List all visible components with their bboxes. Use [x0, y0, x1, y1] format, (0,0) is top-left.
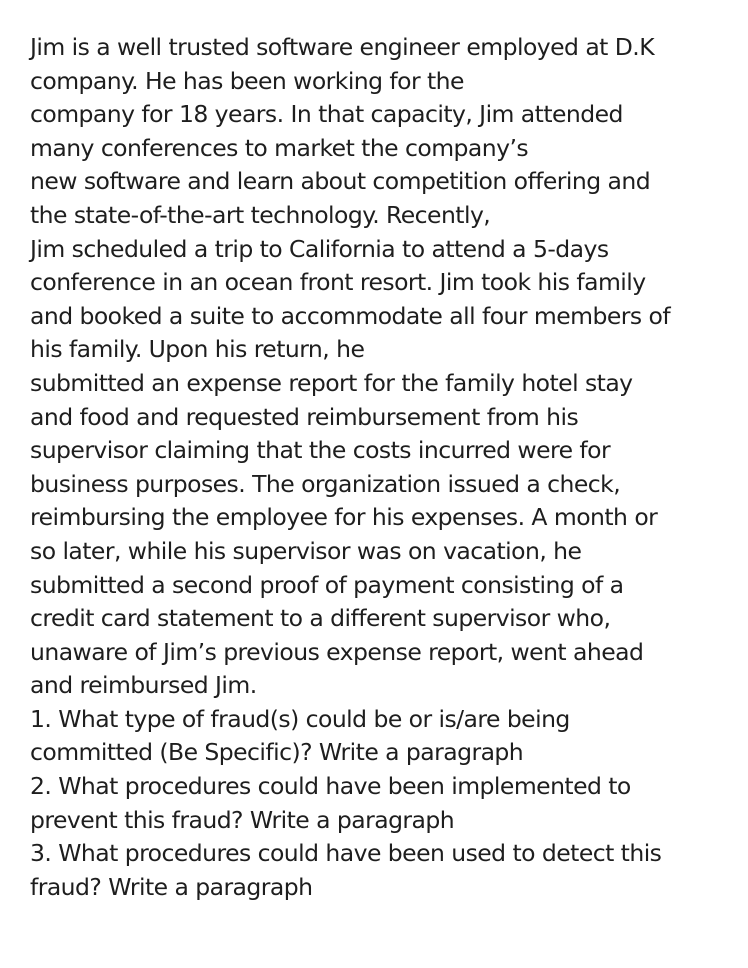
question-3-line: 3. What procedures could have been used to detect this — [30, 839, 662, 868]
text-line: Jim scheduled a trip to California to attend a 5-days — [30, 234, 609, 263]
text-line: unaware of Jim’s previous expense report, went ahead — [30, 637, 644, 666]
text-line: so later, while his supervisor was on vacation, he — [30, 536, 582, 565]
text-line: and booked a suite to accommodate all four members of — [30, 301, 671, 330]
document-body — [30, 31, 746, 904]
text-line: conference in an ocean front resort. Jim took his family — [30, 268, 646, 297]
text-line: reimbursing the employee for his expenses. A month or — [30, 503, 658, 532]
question-1-line: committed (Be Specific)? Write a paragraph — [30, 738, 524, 767]
text-line: Jim is a well trusted software engineer employed at D.K — [30, 33, 655, 61]
question-3-line: fraud? Write a paragraph — [30, 872, 313, 901]
question-2-line: 2. What procedures could have been implemented to — [30, 772, 631, 801]
question-1-line: 1. What type of fraud(s) could be or is/are being — [30, 704, 570, 733]
text-line: submitted an expense report for the family hotel stay — [30, 368, 633, 397]
text-line: company. He has been working for the — [30, 66, 464, 95]
text-line: supervisor claiming that the costs incurred were for — [30, 436, 611, 465]
text-line: business purposes. The organization issued a check, — [30, 469, 621, 498]
text-line: submitted a second proof of payment consisting of a — [30, 570, 624, 599]
text-line: many conferences to market the company’s — [30, 133, 529, 162]
text-line: and reimbursed Jim. — [30, 671, 257, 700]
text-line: company for 18 years. In that capacity, Jim attended — [30, 100, 623, 129]
text-line: and food and requested reimbursement from his — [30, 402, 579, 431]
question-2-line: prevent this fraud? Write a paragraph — [30, 805, 455, 834]
text-line: new software and learn about competition offering and — [30, 167, 651, 196]
text-line: credit card statement to a different supervisor who, — [30, 604, 611, 633]
text-line: the state-of-the-art technology. Recently, — [30, 200, 491, 229]
text-line: his family. Upon his return, he — [30, 335, 365, 364]
